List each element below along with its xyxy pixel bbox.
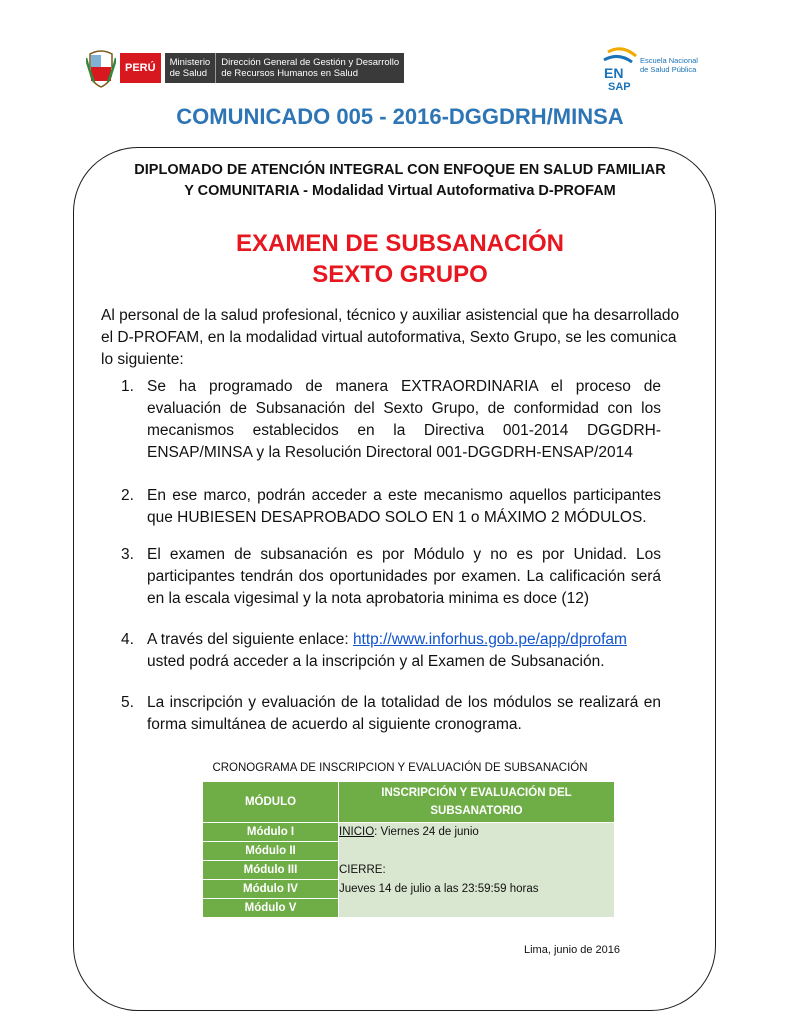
examen-line2: SEXTO GRUPO [312, 261, 488, 288]
ensap-line1: Escuela Nacional [640, 56, 698, 65]
ensap-emblem-icon [598, 46, 642, 92]
item-text: El examen de subsanación es por Módulo y no es por Unidad. Los participantes tendrán dos oportunidades por examen. La calificación será en la escala vigesimal y la nota aprobatoria minima es doce (12) [147, 546, 661, 607]
ministry-label [165, 53, 217, 83]
item-text: La inscripción y evaluación de la totalidad de los módulos se realizará en forma simultánea de acuerdo al siguiente cronograma. [147, 694, 661, 733]
peru-coat-of-arms-icon [86, 48, 116, 88]
ministry-line1: Ministerio [169, 57, 211, 68]
item-text: Se ha programado de manera EXTRAORDINARIA el proceso de evaluación de Subsanación del Sexto Grupo, de conformidad con los mecanismos establecidos en la Directiva 001-2014 DGGDRH-ENSAP/MINSA y la Resolución Directoral 001-DGGDRH-ENSAP/2014 [147, 378, 661, 461]
item-number: 4. [121, 631, 134, 648]
item-number: 1. [121, 378, 134, 395]
list-item [121, 692, 661, 736]
item-text-after: usted podrá acceder a la inscripción y al Examen de Subsanación. [147, 653, 605, 670]
module-cell: Módulo IV [203, 880, 339, 899]
item-number: 2. [121, 487, 134, 504]
schedule-header-line2: SUBSANATORIO [430, 805, 523, 817]
svg-text:EN: EN [604, 65, 624, 81]
inicio-line [339, 823, 614, 842]
inicio-label: INICIO [339, 826, 375, 838]
list-item [121, 485, 661, 529]
peru-label: PERÚ [120, 53, 161, 83]
diplomado-line1: DIPLOMADO DE ATENCIÓN INTEGRAL CON ENFOQUE EN SALUD FAMILIAR [134, 162, 666, 178]
item-text [147, 629, 661, 673]
list-item [121, 376, 661, 464]
examen-line1: EXAMEN DE SUBSANACIÓN [235, 230, 565, 257]
svg-text:SAP: SAP [608, 81, 631, 92]
table-row [203, 823, 615, 842]
list-item [121, 629, 661, 673]
schedule-header-line1: INSCRIPCIÓN Y EVALUACIÓN DEL [381, 787, 572, 799]
ensap-logo [598, 46, 708, 92]
comunicado-title: COMUNICADO 005 - 2016-DGGDRH/MINSA [176, 104, 624, 129]
list-item [121, 544, 661, 610]
module-cell: Módulo II [203, 842, 339, 861]
module-cell: Módulo III [203, 861, 339, 880]
inicio-value: : Viernes 24 de junio [374, 826, 479, 838]
examen-heading [0, 228, 800, 290]
date-line: Lima, junio de 2016 [524, 944, 621, 956]
schedule-column-header [339, 782, 615, 823]
minsa-logo [86, 44, 404, 92]
table-header-row [203, 782, 615, 823]
intro-paragraph: Al personal de la salud profesional, técnico y auxiliar asistencial que ha desarrollado el D-PROFAM, en la modalidad virtual autoformativa, Sexto Grupo, se les comunica lo siguiente: [101, 307, 680, 368]
dprofam-link[interactable]: http://www.inforhus.gob.pe/app/dprofam [352, 631, 627, 648]
item-number: 5. [121, 694, 134, 711]
cierre-value: Jueves 14 de julio a las 23:59:59 horas [339, 883, 539, 895]
table-title: CRONOGRAMA DE INSCRIPCION Y EVALUACIÓN DE SUBSANACIÓN [212, 762, 588, 774]
dg-line2: de Recursos Humanos en Salud [221, 68, 358, 79]
item-text-before: A través del siguiente enlace: [147, 631, 353, 648]
diplomado-line2: Y COMUNITARIA - Modalidad Virtual Autoformativa D-PROFAM [184, 183, 616, 199]
item-number: 3. [121, 546, 134, 563]
schedule-cell [339, 823, 615, 918]
item-text: En ese marco, podrán acceder a este mecanismo aquellos participantes que HUBIESEN DESAPROBADO SOLO EN 1 o MÁXIMO 2 MÓDULOS. [147, 487, 661, 526]
module-cell: Módulo V [203, 899, 339, 918]
schedule-table [202, 781, 615, 918]
cierre-label: CIERRE: [339, 864, 386, 876]
module-column-header: MÓDULO [203, 782, 339, 823]
dggdrh-label [216, 53, 404, 83]
ministry-line2: de Salud [169, 68, 208, 79]
diplomado-heading [110, 160, 690, 202]
dg-line1: Dirección General de Gestión y Desarrollo [221, 57, 400, 68]
ensap-name [640, 56, 698, 74]
module-cell: Módulo I [203, 823, 339, 842]
ensap-line2: de Salud Pública [640, 65, 697, 74]
